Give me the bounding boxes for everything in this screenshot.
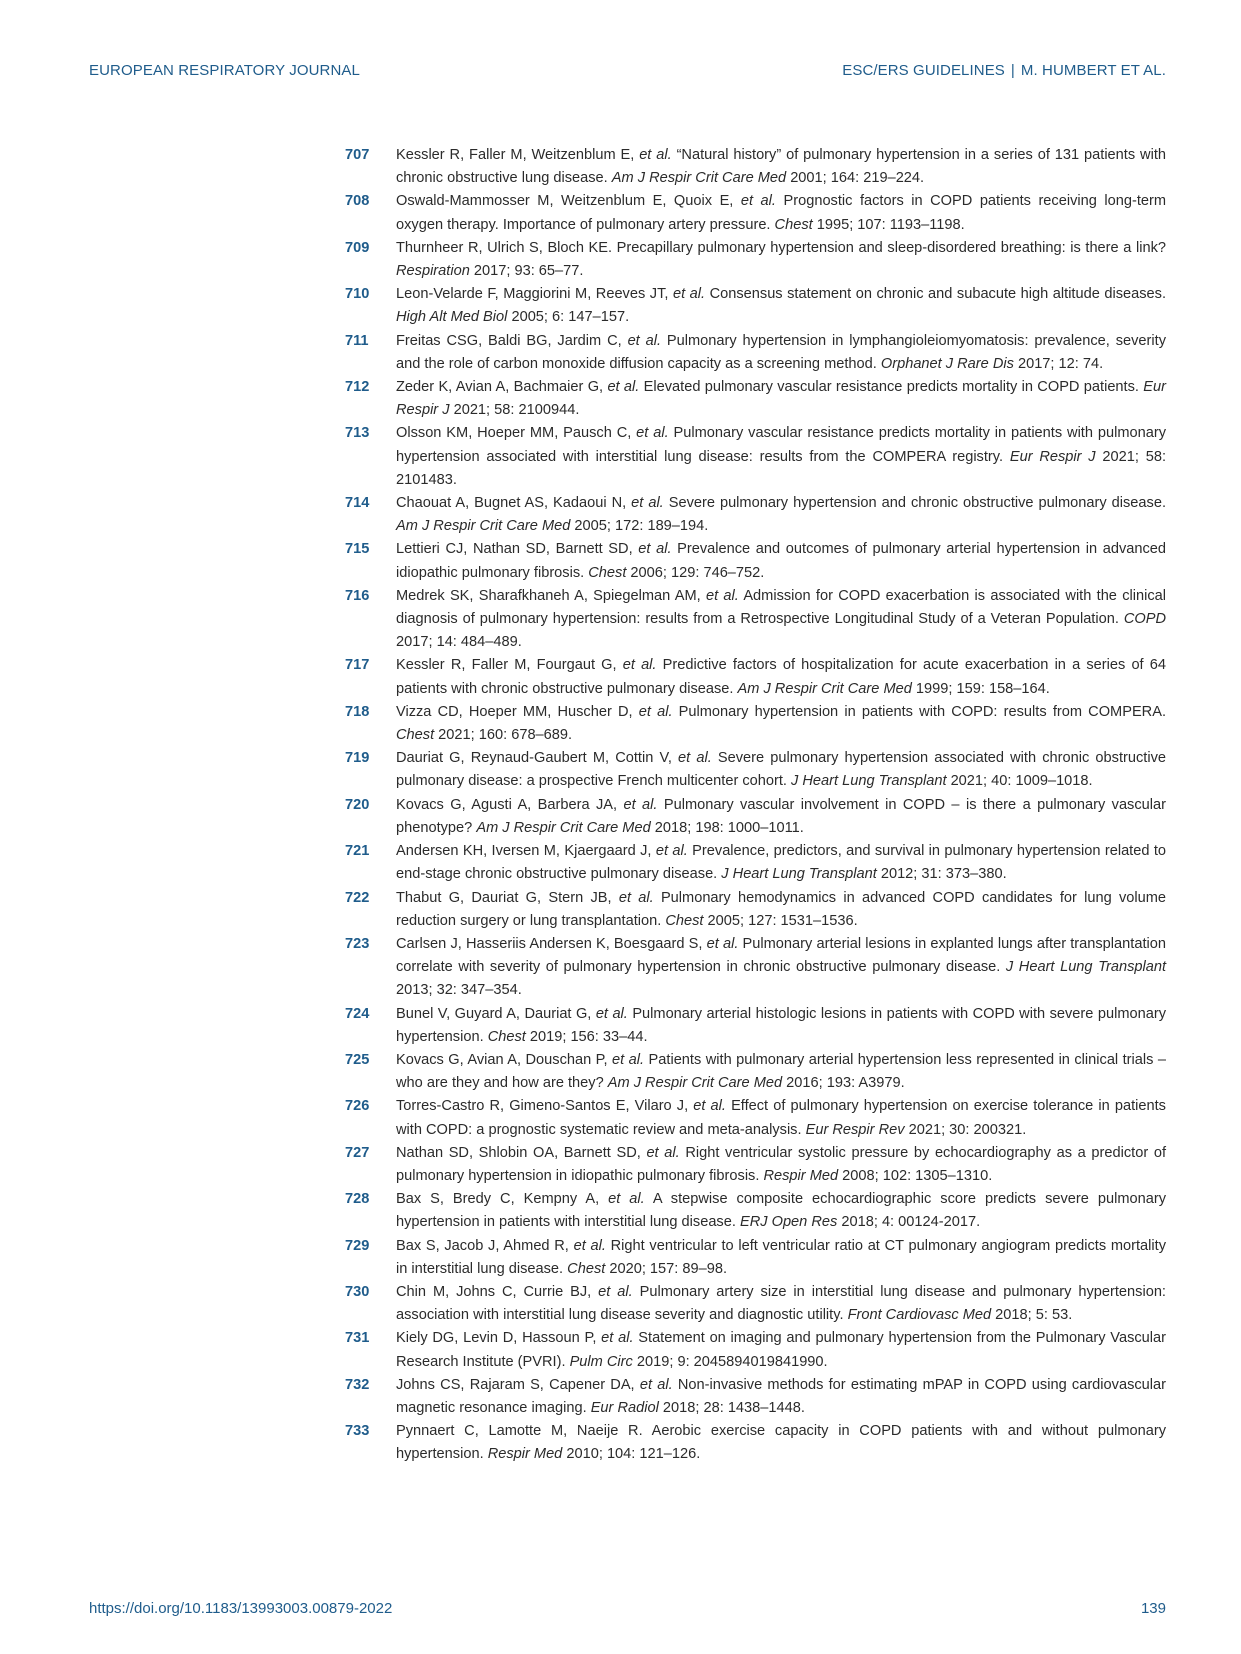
reference-item: [340, 1142, 1166, 1188]
reference-etal: et al.: [638, 541, 672, 558]
reference-authors: Carlsen J, Hasseriis Andersen K, Boesgaard S,: [396, 935, 707, 952]
reference-number: 717: [345, 657, 370, 674]
reference-number: 718: [345, 703, 370, 720]
reference-text: [396, 538, 1166, 584]
reference-title: Severe pulmonary hypertension and chronic obstructive pulmonary disease.: [663, 495, 1167, 512]
reference-citation: 2021; 58: 2101483.: [396, 448, 1166, 488]
reference-etal: et al.: [672, 286, 706, 303]
reference-journal: Am J Respir Crit Care Med: [737, 680, 912, 697]
reference-citation: 2008; 102: 1305–1310.: [838, 1167, 993, 1184]
reference-text: [396, 794, 1166, 840]
reference-journal: Am J Respir Crit Care Med: [607, 1075, 783, 1092]
header-authors: M. HUMBERT ET AL.: [1020, 62, 1166, 79]
reference-authors: Kessler R, Faller M, Weitzenblum E,: [396, 147, 640, 163]
reference-etal: et al.: [608, 1191, 645, 1208]
reference-journal: COPD: [1123, 611, 1166, 628]
reference-citation: 2005; 172: 189–194.: [570, 518, 709, 535]
reference-citation: 2005; 6: 147–157.: [507, 309, 630, 326]
reference-etal: et al.: [595, 1005, 628, 1022]
reference-authors: Chin M, Johns C, Currie BJ,: [396, 1283, 599, 1300]
reference-etal: et al.: [638, 703, 673, 720]
reference-title: Pulmonary vascular involvement in COPD – is there a pulmonary vascular phenotype?: [396, 796, 1166, 836]
reference-authors: Nathan SD, Shlobin OA, Barnett SD,: [396, 1144, 647, 1161]
reference-authors: Vizza CD, Hoeper MM, Huscher D,: [396, 703, 639, 720]
reference-citation: 2018; 198: 1000–1011.: [650, 819, 804, 836]
reference-journal: J Heart Lung Transplant: [791, 773, 947, 790]
reference-title: Pulmonary artery size in interstitial lung disease and pulmonary hypertension: association with interstitial lung disease severity and diagnostic utility.: [396, 1283, 1166, 1324]
reference-citation: 2018; 4: 00124-2017.: [837, 1214, 981, 1231]
reference-authors: Thabut G, Dauriat G, Stern JB,: [396, 889, 619, 906]
reference-journal: Respir Med: [763, 1167, 839, 1184]
reference-text: [396, 190, 1166, 236]
reference-text: [396, 933, 1166, 1003]
reference-number: 712: [345, 379, 370, 396]
reference-title: Prognostic factors in COPD patients receiving long-term oxygen therapy. Importance of pulmonary artery pressure.: [396, 193, 1167, 233]
reference-item: [340, 237, 1166, 283]
reference-text: [396, 1142, 1166, 1188]
reference-text: [396, 1095, 1166, 1141]
reference-title: Aerobic exercise capacity in COPD patients with and without pulmonary hypertension.: [396, 1423, 1166, 1463]
reference-authors: Chaouat A, Bugnet AS, Kadaoui N,: [396, 495, 632, 512]
reference-citation: 2005; 127: 1531–1536.: [703, 912, 858, 929]
reference-journal: Chest: [774, 216, 813, 233]
reference-etal: et al.: [646, 1144, 680, 1161]
reference-text: [396, 330, 1166, 376]
reference-authors: Johns CS, Rajaram S, Capener DA,: [396, 1376, 640, 1393]
reference-number: 721: [345, 843, 370, 860]
reference-number: 719: [345, 750, 370, 767]
reference-item: [340, 190, 1166, 236]
section-label: ESC/ERS GUIDELINES: [842, 62, 1005, 79]
reference-number: 710: [345, 286, 370, 303]
reference-title: Patients with pulmonary arterial hypertension less represented in clinical trials – who are they and how are they?: [396, 1051, 1167, 1092]
reference-citation: 2001; 164: 219–224.: [786, 170, 925, 187]
reference-journal: Respiration: [396, 263, 470, 280]
reference-item: [340, 1374, 1166, 1420]
reference-etal: et al.: [740, 193, 776, 210]
reference-journal: Chest: [567, 1260, 606, 1277]
reference-citation: 2013; 32: 347–354.: [396, 982, 522, 999]
reference-text: [396, 654, 1166, 700]
reference-number: 714: [345, 495, 370, 512]
reference-title: Prevalence and outcomes of pulmonary arterial hypertension in advanced idiopathic pulmonary fibrosis.: [396, 541, 1166, 581]
reference-etal: et al.: [631, 495, 664, 512]
reference-item: [340, 538, 1166, 584]
reference-title: Prevalence, predictors, and survival in pulmonary hypertension related to end-stage chronic obstructive pulmonary disease.: [396, 843, 1167, 883]
reference-number: 715: [345, 541, 370, 558]
reference-item: [340, 144, 1166, 190]
reference-number: 727: [345, 1144, 370, 1161]
reference-authors: Kovacs G, Avian A, Douschan P,: [396, 1051, 613, 1068]
reference-text: [396, 1374, 1166, 1420]
reference-item: [340, 1188, 1166, 1234]
reference-item: [340, 1003, 1166, 1049]
reference-title: Right ventricular systolic pressure by echocardiography as a predictor of pulmonary hypertension in idiopathic pulmonary fibrosis.: [396, 1144, 1166, 1184]
reference-citation: 2018; 28: 1438–1448.: [658, 1399, 805, 1416]
reference-etal: et al.: [573, 1237, 606, 1254]
reference-etal: et al.: [601, 1330, 634, 1347]
reference-text: [396, 1420, 1166, 1466]
reference-title: Non-invasive methods for estimating mPAP in COPD using cardiovascular magnetic resonance imaging.: [396, 1376, 1166, 1416]
reference-item: [340, 933, 1166, 1003]
reference-number: 709: [345, 239, 370, 256]
reference-number: 731: [345, 1330, 370, 1347]
reference-journal: Pulm Circ: [569, 1353, 633, 1370]
reference-text: [396, 422, 1166, 492]
reference-citation: 2019; 156: 33–44.: [525, 1028, 648, 1045]
reference-text: [396, 747, 1166, 793]
reference-number: 723: [345, 935, 370, 952]
reference-text: [396, 376, 1166, 422]
reference-citation: 1995; 107: 1193–1198.: [812, 216, 965, 233]
reference-title: Pulmonary arterial histologic lesions in patients with COPD with severe pulmonary hypertension.: [396, 1005, 1166, 1045]
reference-authors: Leon-Velarde F, Maggiorini M, Reeves JT,: [396, 286, 673, 303]
reference-authors: Freitas CSG, Baldi BG, Jardim C,: [396, 332, 628, 349]
reference-etal: et al.: [627, 332, 662, 349]
page-number: 139: [1140, 1600, 1166, 1617]
reference-citation: 2010; 104: 121–126.: [562, 1446, 701, 1463]
reference-text: [396, 1327, 1166, 1373]
reference-list: [340, 144, 1166, 1467]
reference-number: 713: [345, 425, 370, 442]
reference-title: Pulmonary vascular resistance predicts mortality in patients with pulmonary hypertension associated with interstitial lung disease: results from the COMPERA registry.: [396, 425, 1166, 465]
running-head-right: [842, 62, 1166, 79]
reference-title: Admission for COPD exacerbation is associated with the clinical diagnosis of pulmonary hypertension: results from a Retrospective Longitudinal Study of a Veteran Population.: [396, 587, 1167, 628]
reference-number: 729: [345, 1237, 370, 1254]
reference-journal: Am J Respir Crit Care Med: [611, 170, 787, 187]
reference-item: [340, 1095, 1166, 1141]
reference-item: [340, 1420, 1166, 1466]
reference-etal: et al.: [693, 1098, 726, 1115]
reference-title: Effect of pulmonary hypertension on exercise tolerance in patients with COPD: a prognostic systematic review and meta-analysis.: [396, 1098, 1166, 1138]
reference-citation: 2017; 14: 484–489.: [396, 634, 522, 651]
reference-item: [340, 585, 1166, 655]
reference-number: 720: [345, 796, 370, 813]
reference-item: [340, 794, 1166, 840]
reference-etal: et al.: [655, 843, 688, 860]
reference-number: 711: [345, 332, 369, 349]
reference-etal: et al.: [678, 750, 712, 767]
reference-authors: Zeder K, Avian A, Bachmaier G,: [396, 379, 608, 396]
reference-title: Statement on imaging and pulmonary hypertension from the Pulmonary Vascular Research Institute (PVRI).: [396, 1330, 1166, 1370]
reference-journal: J Heart Lung Transplant: [1005, 959, 1167, 976]
reference-number: 708: [345, 193, 370, 210]
reference-text: [396, 840, 1166, 886]
reference-text: [396, 1281, 1166, 1327]
reference-citation: 2017; 12: 74.: [1013, 355, 1104, 372]
reference-number: 732: [345, 1376, 370, 1393]
reference-citation: 2016; 193: A3979.: [782, 1075, 905, 1092]
reference-authors: Lettieri CJ, Nathan SD, Barnett SD,: [396, 541, 639, 558]
reference-journal: Chest: [396, 727, 435, 744]
reference-text: [396, 237, 1166, 283]
reference-title: Pulmonary hemodynamics in advanced COPD candidates for lung volume reduction surgery or lung transplantation.: [396, 889, 1167, 929]
reference-item: [340, 1281, 1166, 1327]
reference-citation: 2021; 40: 1009–1018.: [946, 773, 1093, 790]
reference-number: 724: [345, 1005, 370, 1022]
reference-text: [396, 1235, 1166, 1281]
reference-authors: Thurnheer R, Ulrich S, Bloch KE.: [396, 239, 613, 256]
reference-title: Pulmonary hypertension in patients with COPD: results from COMPERA.: [672, 703, 1167, 720]
reference-title: Consensus statement on chronic and subacute high altitude diseases.: [705, 286, 1167, 303]
reference-etal: et al.: [636, 425, 669, 442]
reference-item: [340, 887, 1166, 933]
reference-authors: Bax S, Bredy C, Kempny A,: [396, 1191, 609, 1208]
reference-etal: et al.: [618, 889, 654, 906]
reference-authors: Kessler R, Faller M, Fourgaut G,: [396, 657, 623, 674]
reference-text: [396, 1188, 1166, 1234]
reference-authors: Oswald-Mammosser M, Weitzenblum E, Quoix E,: [396, 193, 741, 210]
reference-journal: Respir Med: [487, 1446, 563, 1463]
reference-number: 730: [345, 1283, 370, 1300]
reference-etal: et al.: [705, 587, 739, 604]
reference-authors: Medrek SK, Sharafkhaneh A, Spiegelman AM,: [396, 587, 706, 604]
reference-authors: Bunel V, Guyard A, Dauriat G,: [396, 1005, 596, 1022]
reference-number: 707: [345, 147, 370, 163]
reference-item: [340, 840, 1166, 886]
reference-number: 733: [345, 1423, 370, 1440]
reference-title: Pulmonary hypertension in lymphangioleiomyomatosis: prevalence, severity and the role of carbon monoxide diffusion capacity as a screening method.: [396, 332, 1166, 372]
reference-authors: Dauriat G, Reynaud-Gaubert M, Cottin V,: [396, 750, 679, 767]
reference-authors: Kiely DG, Levin D, Hassoun P,: [396, 1330, 602, 1347]
reference-journal: High Alt Med Biol: [396, 309, 508, 326]
reference-text: [396, 1049, 1166, 1095]
reference-number: 728: [345, 1191, 370, 1208]
reference-title: Right ventricular to left ventricular ratio at CT pulmonary angiogram predicts mortality in interstitial lung disease.: [396, 1237, 1166, 1277]
reference-journal: Eur Respir J: [396, 379, 1166, 419]
reference-journal: Chest: [665, 912, 704, 929]
journal-title: EUROPEAN RESPIRATORY JOURNAL: [89, 62, 360, 79]
reference-title: Severe pulmonary hypertension associated with chronic obstructive pulmonary disease: a prospective French multicenter cohort.: [396, 750, 1166, 790]
reference-citation: 2020; 157: 89–98.: [605, 1260, 728, 1277]
reference-authors: Andersen KH, Iversen M, Kjaergaard J,: [396, 843, 656, 860]
reference-etal: et al.: [639, 147, 672, 163]
reference-journal: Am J Respir Crit Care Med: [396, 518, 571, 535]
reference-etal: et al.: [598, 1283, 633, 1300]
reference-etal: et al.: [622, 657, 657, 674]
reference-authors: Olsson KM, Hoeper MM, Pausch C,: [396, 425, 637, 442]
reference-authors: Kovacs G, Agusti A, Barbera JA,: [396, 796, 624, 813]
reference-item: [340, 330, 1166, 376]
reference-journal: Front Cardiovasc Med: [847, 1307, 992, 1324]
reference-authors: Torres-Castro R, Gimeno-Santos E, Vilaro J,: [396, 1098, 694, 1115]
reference-citation: 2006; 129: 746–752.: [626, 564, 765, 581]
reference-journal: Chest: [487, 1028, 526, 1045]
reference-journal: Eur Respir J: [1009, 448, 1096, 465]
reference-item: [340, 283, 1166, 329]
reference-text: [396, 283, 1166, 329]
reference-text: [396, 492, 1166, 538]
reference-etal: et al.: [706, 935, 739, 952]
doi-link[interactable]: https://doi.org/10.1183/13993003.00879-2022: [89, 1600, 393, 1617]
reference-title: Predictive factors of hospitalization for acute exacerbation in a series of 64 patients with chronic obstructive pulmonary disease.: [396, 657, 1167, 697]
reference-number: 726: [345, 1098, 370, 1115]
reference-item: [340, 1327, 1166, 1373]
reference-citation: 2017; 93: 65–77.: [469, 263, 584, 280]
reference-journal: Eur Respir Rev: [805, 1121, 905, 1138]
reference-item: [340, 747, 1166, 793]
reference-journal: J Heart Lung Transplant: [721, 866, 877, 883]
reference-text: [396, 701, 1166, 747]
reference-item: [340, 701, 1166, 747]
reference-item: [340, 1049, 1166, 1095]
reference-etal: et al.: [639, 1376, 673, 1393]
reference-journal: Orphanet J Rare Dis: [880, 355, 1014, 372]
reference-citation: 2018; 5: 53.: [991, 1307, 1073, 1324]
reference-text: [396, 887, 1166, 933]
reference-journal: Chest: [588, 564, 627, 581]
reference-text: [396, 144, 1166, 190]
reference-number: 725: [345, 1051, 370, 1068]
reference-journal: Am J Respir Crit Care Med: [476, 819, 651, 836]
reference-journal: Eur Radiol: [590, 1399, 659, 1416]
reference-authors: Pynnaert C, Lamotte M, Naeije R.: [396, 1423, 643, 1440]
reference-journal: ERJ Open Res: [739, 1214, 838, 1231]
reference-text: [396, 585, 1166, 655]
reference-item: [340, 422, 1166, 492]
reference-citation: 2021; 58: 2100944.: [449, 402, 580, 419]
reference-citation: 2012; 31: 373–380.: [876, 866, 1007, 883]
reference-etal: et al.: [623, 796, 658, 813]
reference-etal: et al.: [607, 379, 640, 396]
reference-title: Pulmonary arterial lesions in explanted lungs after transplantation correlate with severity of pulmonary hypertension in chronic obstructive pulmonary disease.: [396, 935, 1166, 976]
reference-citation: 2019; 9: 2045894019841990.: [632, 1353, 828, 1370]
reference-title: A stepwise composite echocardiographic score predicts severe pulmonary hypertension in patients with interstitial lung disease.: [396, 1191, 1166, 1231]
header-separator: |: [1010, 62, 1015, 79]
reference-text: [396, 1003, 1166, 1049]
reference-citation: 2021; 160: 678–689.: [434, 727, 573, 744]
reference-number: 722: [345, 889, 370, 906]
reference-title: Elevated pulmonary vascular resistance predicts mortality in COPD patients.: [639, 379, 1144, 396]
reference-etal: et al.: [612, 1051, 645, 1068]
reference-item: [340, 376, 1166, 422]
reference-citation: 1999; 159: 158–164.: [911, 680, 1050, 697]
reference-item: [340, 654, 1166, 700]
reference-number: 716: [345, 587, 370, 604]
reference-authors: Bax S, Jacob J, Ahmed R,: [396, 1237, 574, 1254]
reference-citation: 2021; 30: 200321.: [904, 1121, 1027, 1138]
reference-title: Precapillary pulmonary hypertension and sleep-disordered breathing: is there a link?: [612, 239, 1166, 256]
reference-title: “Natural history” of pulmonary hypertension in a series of 131 patients with chronic obstructive lung disease.: [396, 147, 1166, 187]
reference-item: [340, 1235, 1166, 1281]
reference-item: [340, 492, 1166, 538]
